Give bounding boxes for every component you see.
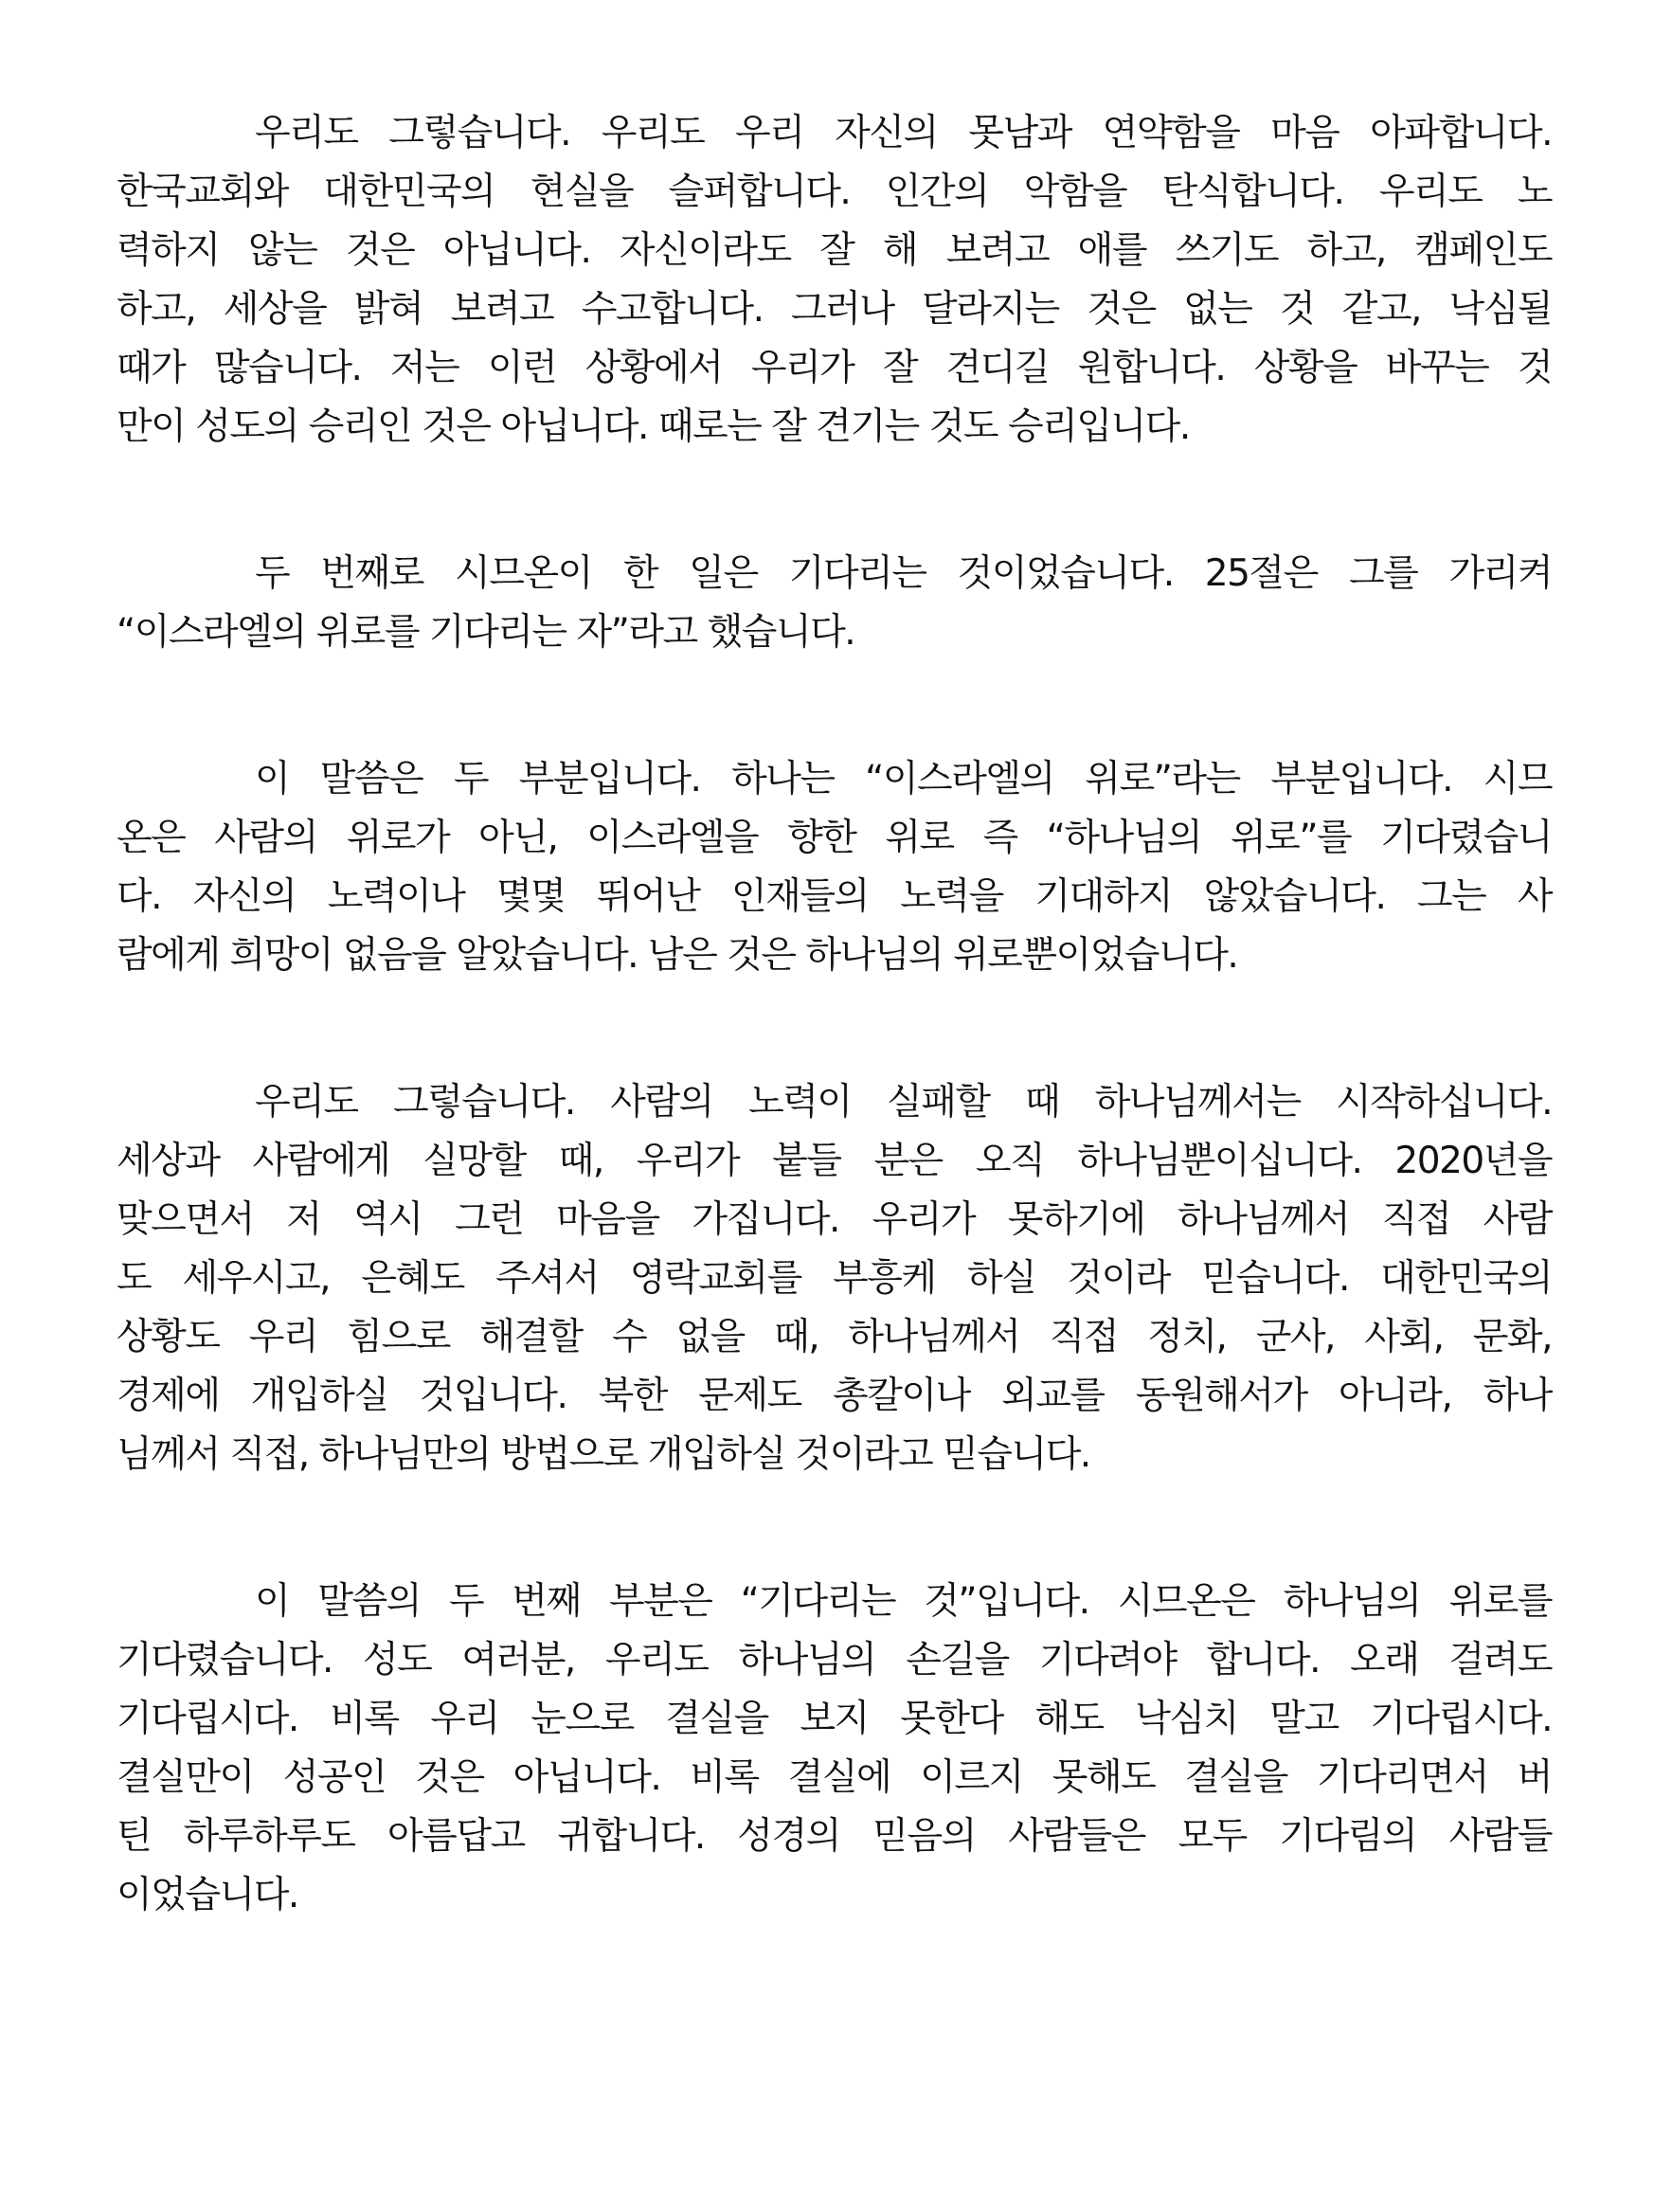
paragraph-4 [117,1073,1552,1484]
text-line: 틴 하루하루도 아름답고 귀합니다. 성경의 믿음의 사람들은 모두 기다림의 사람들 [117,1815,1552,1858]
text-line: 도 세우시고, 은혜도 주셔서 영락교회를 부흥케 하실 것이라 믿습니다. 대한민국의 [117,1257,1552,1300]
text-line: 우리도 그렇습니다. 사람의 노력이 실패할 때 하나님께서는 시작하십니다. [255,1081,1552,1124]
paragraph-3 [117,750,1552,985]
text-line: 기다렸습니다. 성도 여러분, 우리도 하나님의 손길을 기다려야 합니다. 오래 걸려도 [117,1639,1552,1681]
text-line: 한국교회와 대한민국의 현실을 슬퍼합니다. 인간의 악함을 탄식합니다. 우리도 노 [117,171,1552,213]
text-line: 다. 자신의 노력이나 몇몇 뛰어난 인재들의 노력을 기대하지 않았습니다. 그는 사 [117,875,1552,918]
text-line: 람에게 희망이 없음을 알았습니다. 남은 것은 하나님의 위로뿐이었습니다. [117,934,1238,977]
paragraph-1 [117,104,1552,457]
document-page [117,104,1552,2013]
text-line: 하고, 세상을 밝혀 보려고 수고합니다. 그러나 달라지는 것은 없는 것 같고, 낙심될 [117,288,1552,331]
text-line: 이었습니다. [117,1874,298,1916]
text-line: 상황도 우리 힘으로 해결할 수 없을 때, 하나님께서 직접 정치, 군사, 사회, 문화, [117,1316,1552,1358]
paragraph-5 [117,1573,1552,1925]
text-line: “이스라엘의 위로를 기다리는 자”라고 했습니다. [117,611,855,654]
text-line: 세상과 사람에게 실망할 때, 우리가 붙들 분은 오직 하나님뿐이십니다. 2020년을 [117,1140,1552,1182]
text-line: 기다립시다. 비록 우리 눈으로 결실을 보지 못한다 해도 낙심치 말고 기다립시다. [117,1698,1552,1740]
text-line: 만이 성도의 승리인 것은 아닙니다. 때로는 잘 견기는 것도 승리입니다. [117,405,1190,448]
text-line: 온은 사람의 위로가 아닌, 이스라엘을 향한 위로 즉 “하나님의 위로”를 기다렸습니 [117,817,1552,859]
paragraph-2 [117,545,1552,662]
text-line: 력하지 않는 것은 아닙니다. 자신이라도 잘 해 보려고 애를 쓰기도 하고, 캠페인도 [117,229,1552,272]
text-line: 님께서 직접, 하나님만의 방법으로 개입하실 것이라고 믿습니다. [117,1433,1090,1476]
text-line: 이 말씀은 두 부분입니다. 하나는 “이스라엘의 위로”라는 부분입니다. 시므 [255,758,1552,800]
text-line: 때가 많습니다. 저는 이런 상황에서 우리가 잘 견디길 원합니다. 상황을 바꾸는 것 [117,347,1552,389]
text-line: 결실만이 성공인 것은 아닙니다. 비록 결실에 이르지 못해도 결실을 기다리면서 버 [117,1756,1552,1799]
text-line: 경제에 개입하실 것입니다. 북한 문제도 총칼이나 외교를 동원해서가 아니라, 하나 [117,1375,1552,1417]
text-line: 두 번째로 시므온이 한 일은 기다리는 것이었습니다. 25절은 그를 가리켜 [255,552,1552,595]
text-line: 우리도 그렇습니다. 우리도 우리 자신의 못남과 연약함을 마음 아파합니다. [255,112,1552,154]
text-line: 맞으면서 저 역시 그런 마음을 가집니다. 우리가 못하기에 하나님께서 직접 사람 [117,1198,1552,1241]
text-line: 이 말씀의 두 번째 부분은 “기다리는 것”입니다. 시므온은 하나님의 위로를 [255,1580,1552,1623]
